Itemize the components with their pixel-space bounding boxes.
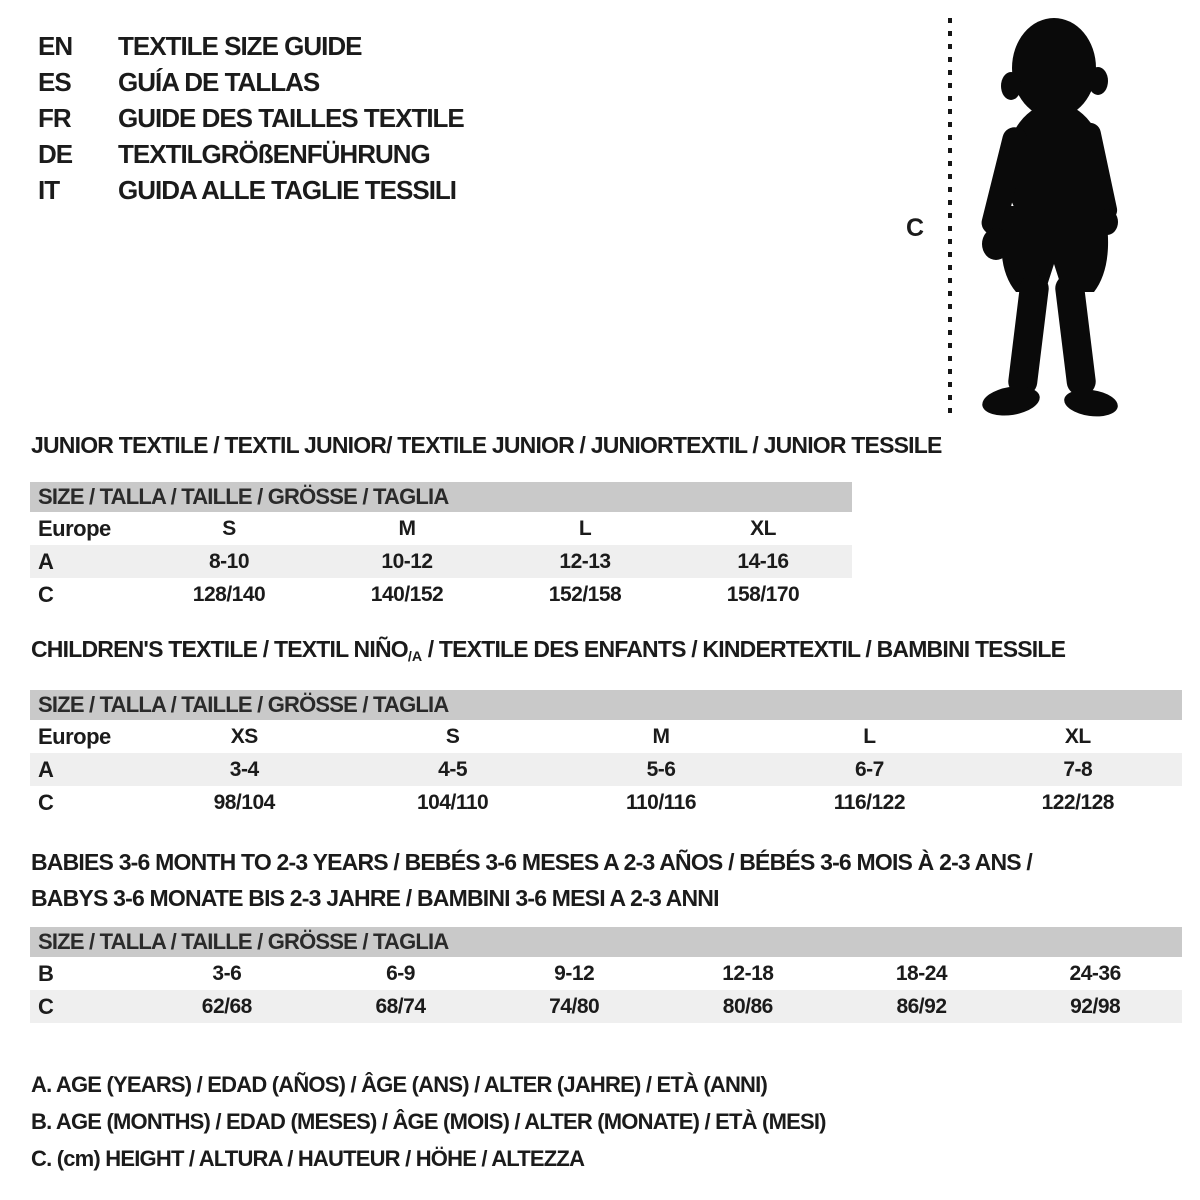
age-cell: 24-36 [1069,961,1121,985]
table-row-height-cm [30,990,1182,1023]
size-cell: M [652,724,670,748]
row-label: C [38,993,54,1019]
height-cell: 158/170 [726,582,800,606]
row-label: B [38,960,54,986]
row-label: C [38,789,54,815]
size-header-bar: SIZE / TALLA / TAILLE / GRÖSSE / TAGLIA [30,690,1182,720]
legend-line-a: A. AGE (YEARS) / EDAD (AÑOS) / ÂGE (ANS) / ALTER (JAHRE) / ETÀ (ANNI) [31,1072,767,1097]
age-cell: 9-12 [554,961,595,985]
legend-line-b: B. AGE (MONTHS) / EDAD (MESES) / ÂGE (MOIS) / ALTER (MONATE) / ETÀ (MESI) [31,1109,826,1134]
language-code: IT [38,174,60,205]
height-measure-label: C [906,214,925,242]
babies-size-table [30,927,1182,1023]
age-cell: 5-6 [646,757,676,781]
row-label: Europe [38,515,111,541]
age-cell: 10-12 [381,549,433,573]
table-row-age-years [30,753,1182,786]
height-cell: 104/110 [416,790,489,814]
height-cell: 116/122 [833,790,906,814]
height-cell: 128/140 [192,582,266,606]
height-cell: 140/152 [370,582,444,606]
row-label: Europe [38,723,111,749]
language-row-es [38,64,464,100]
language-row-de [38,136,464,172]
height-cell: 80/86 [722,994,773,1018]
toddler-silhouette-shape [979,18,1119,418]
childrens-table-title [31,636,1065,663]
table-row-age-years [30,545,852,578]
age-cell: 6-9 [386,961,415,985]
language-row-it [38,172,464,208]
age-cell: 4-5 [438,757,468,781]
age-cell: 3-6 [212,961,242,985]
size-cell: XS [230,724,258,748]
age-cell: 3-4 [229,757,259,781]
language-row-fr [38,100,464,136]
babies-title-line2: BABYS 3-6 MONATE BIS 2-3 JAHRE / BAMBINI 3-6 MESI A 2-3 ANNI [31,885,719,911]
babies-table-title [31,844,1032,916]
childrens-size-table [30,690,1182,819]
size-cell: XL [1064,724,1091,748]
height-cell: 152/158 [548,582,622,606]
height-cell: 74/80 [549,994,600,1018]
size-cell: S [222,516,236,540]
junior-table-title: JUNIOR TEXTILE / TEXTIL JUNIOR/ TEXTILE JUNIOR / JUNIORTEXTIL / JUNIOR TESSILE [31,432,942,458]
measurement-legend [31,1066,826,1177]
guide-title-es: GUÍA DE TALLAS [118,66,320,97]
height-cell: 68/74 [375,994,426,1018]
size-cell: L [578,516,592,540]
language-row-en [38,28,464,64]
language-code: ES [38,66,71,97]
age-cell: 12-13 [559,549,611,573]
table-row-height-cm [30,578,852,611]
size-cell: L [863,724,876,748]
height-cell: 98/104 [213,790,275,814]
height-cell: 86/92 [896,994,947,1018]
title-text: CHILDREN'S TEXTILE / TEXTIL NIÑO [31,636,408,662]
size-cell: XL [750,516,776,540]
babies-title-line1: BABIES 3-6 MONTH TO 2-3 YEARS / BEBÉS 3-6 MESES A 2-3 AÑOS / BÉBÉS 3-6 MOIS À 2-3 ANS / [31,849,1033,875]
guide-title-en: TEXTILE SIZE GUIDE [118,30,362,61]
language-title-block [38,28,464,208]
table-row-age-months [30,957,1182,990]
size-cell: S [445,724,460,748]
height-cell: 92/98 [1070,994,1121,1018]
age-cell: 18-24 [895,961,948,985]
legend-line-c: C. (cm) HEIGHT / ALTURA / HAUTEUR / HÖHE / ALTEZZA [31,1146,585,1171]
title-text: / TEXTILE DES ENFANTS / KINDERTEXTIL / BAMBINI TESSILE [422,636,1066,662]
table-row-europe [30,720,1182,753]
guide-title-it: GUIDA ALLE TAGLIE TESSILI [118,174,457,205]
height-cell: 110/116 [625,790,697,814]
language-code: DE [38,138,73,169]
toddler-silhouette-image [962,14,1138,418]
language-code: EN [38,30,73,61]
height-measure-dashed-line [948,18,952,416]
guide-title-fr: GUIDE DES TAILLES TEXTILE [118,102,464,133]
age-cell: 8-10 [208,549,250,573]
age-cell: 7-8 [1063,757,1093,781]
height-cell: 62/68 [201,994,252,1018]
row-label: C [38,581,54,607]
guide-title-de: TEXTILGRÖßENFÜHRUNG [118,138,430,169]
age-cell: 12-18 [722,961,774,985]
junior-size-table [30,482,852,611]
age-cell: 14-16 [737,549,789,573]
row-label: A [38,548,54,574]
table-row-europe [30,512,852,545]
size-cell: M [398,516,416,540]
size-header-bar: SIZE / TALLA / TAILLE / GRÖSSE / TAGLIA [30,482,852,512]
age-cell: 6-7 [854,757,884,781]
row-label: A [38,756,54,782]
table-row-height-cm [30,786,1182,819]
size-header-bar: SIZE / TALLA / TAILLE / GRÖSSE / TAGLIA [30,927,1182,957]
nino-a-subscript: /A [407,649,423,665]
language-code: FR [38,102,71,133]
height-cell: 122/128 [1041,790,1114,814]
